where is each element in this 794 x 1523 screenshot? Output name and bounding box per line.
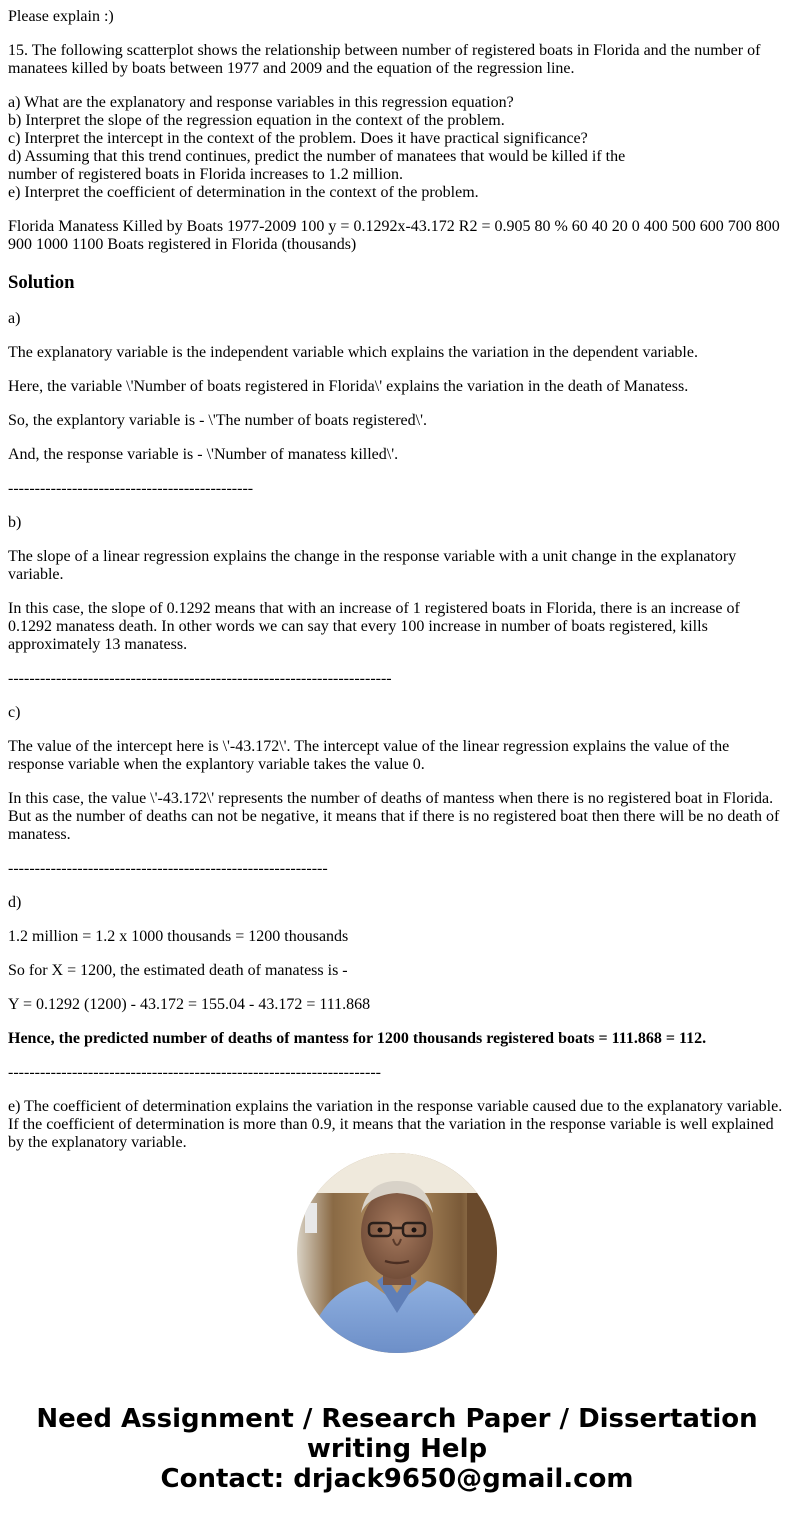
solution-e-p1: e) The coefficient of determination explains the variation in the response variable caused due to the explanatory variable. If the coefficient of determination is more than 0.9, it means that the variation in the response variable is well explained by the explanatory variable.	[8, 1098, 783, 1151]
question-part-a: a) What are the explanatory and response variables in this regression equation?	[8, 94, 514, 111]
solution-b-label: b)	[8, 514, 22, 531]
question-part-e: e) Interpret the coefficient of determination in the context of the problem.	[8, 184, 479, 201]
separator: ----------------------------------------------	[8, 480, 254, 497]
solution-d-p3: Y = 0.1292 (1200) - 43.172 = 155.04 - 43.172 = 111.868	[8, 996, 371, 1013]
footer-line-1: Need Assignment / Research Paper / Dissertation	[36, 1404, 758, 1434]
question-part-d: d) Assuming that this trend continues, predict the number of manatees that would be killed if the	[8, 148, 626, 165]
solution-a-p4: And, the response variable is - \'Number of manatess killed\'.	[8, 446, 399, 463]
chart-text: Florida Manatess Killed by Boats 1977-2009 100 y = 0.1292x-43.172 R2 = 0.905 80 % 60 40 20 0 400 500 600 700 800 900 1000 1100 Boats registered in Florida (thousands)	[8, 218, 780, 253]
solution-c-p1: The value of the intercept here is \'-43.172\'. The intercept value of the linear regression explains the value of the response variable when the explantory variable takes the value 0.	[8, 738, 730, 773]
solution-heading: Solution	[8, 272, 75, 293]
solution-d-answer: Hence, the predicted number of deaths of mantess for 1200 thousands registered boats = 111.868 = 112.	[8, 1030, 707, 1047]
footer-promo	[0, 1404, 794, 1494]
solution-d-p2: So for X = 1200, the estimated death of manatess is -	[8, 962, 348, 979]
author-avatar	[297, 1153, 497, 1353]
solution-b-p1: The slope of a linear regression explains the change in the response variable with a unit change in the explanatory variable.	[8, 548, 737, 583]
solution-c-p2: In this case, the value \'-43.172\' represents the number of deaths of mantess when there is no registered boat in Florida. But as the number of deaths can not be negative, it means that if there is no registered boat then there will be no death of manatess.	[8, 790, 780, 843]
separator: ------------------------------------------------------------------------	[8, 670, 392, 687]
footer-contact: Contact: drjack9650@gmail.com	[160, 1464, 634, 1494]
solution-c-label: c)	[8, 704, 21, 721]
question-parts	[8, 94, 786, 202]
separator: ------------------------------------------------------------	[8, 860, 328, 877]
solution-d-label: d)	[8, 894, 22, 911]
question-intro: Please explain :)	[8, 8, 114, 25]
question-part-b: b) Interpret the slope of the regression equation in the context of the problem.	[8, 112, 505, 129]
question-problem: 15. The following scatterplot shows the relationship between number of registered boats in Florida and the number of manatees killed by boats between 1977 and 2009 and the equation of the regression line.	[8, 42, 761, 77]
question-part-d-cont: number of registered boats in Florida increases to 1.2 million.	[8, 166, 404, 183]
footer-line-2: writing Help	[306, 1434, 488, 1464]
solution-a-label: a)	[8, 310, 21, 327]
solution-d-p1: 1.2 million = 1.2 x 1000 thousands = 1200 thousands	[8, 928, 349, 945]
solution-a-p1: The explanatory variable is the independent variable which explains the variation in the dependent variable.	[8, 344, 698, 361]
solution-a-p3: So, the explantory variable is - \'The number of boats registered\'.	[8, 412, 427, 429]
solution-b-p2: In this case, the slope of 0.1292 means that with an increase of 1 registered boats in Florida, there is an increase of 0.1292 manatess death. In other words we can say that every 100 increase in number of boats registered, kills approximately 13 manatess.	[8, 600, 740, 653]
separator: ----------------------------------------------------------------------	[8, 1064, 381, 1081]
author-portrait	[297, 1153, 497, 1353]
question-part-c: c) Interpret the intercept in the context of the problem. Does it have practical significance?	[8, 130, 588, 147]
solution-a-p2: Here, the variable \'Number of boats registered in Florida\' explains the variation in the death of Manatess.	[8, 378, 689, 395]
document-body	[8, 0, 786, 1151]
